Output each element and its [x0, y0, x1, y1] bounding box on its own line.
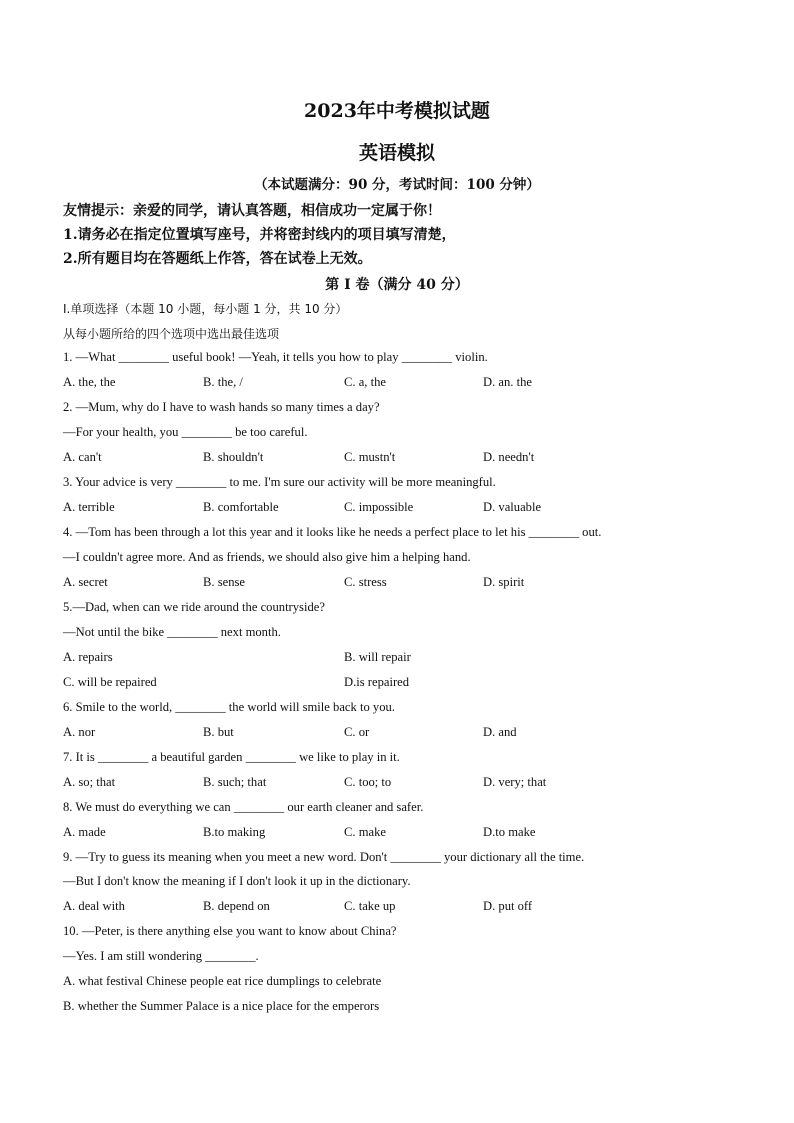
- question-3-text: 3. Your advice is very ________ to me. I'm sure our activity will be more meaningful.: [63, 475, 496, 489]
- q1-option-b: B. the, /: [203, 375, 243, 389]
- q3-option-d: D. valuable: [483, 500, 542, 514]
- part-instruction: 从每小题所给的四个选项中选出最佳选项: [63, 327, 280, 341]
- q1-option-a: A. the, the: [63, 375, 116, 389]
- question-4-text-2: —I couldn't agree more. And as friends, we should also give him a helping hand.: [63, 550, 471, 564]
- q4-option-b: B. sense: [203, 575, 245, 589]
- q8-option-b: B.to making: [203, 825, 266, 839]
- q2-option-a: A. can't: [63, 450, 102, 464]
- q5-option-b: B. will repair: [344, 650, 411, 664]
- tip-line-0: 友情提示：亲爱的同学，请认真答题，相信成功一定属于你！: [63, 203, 441, 219]
- q5-option-a: A. repairs: [63, 650, 113, 664]
- question-7-text: 7. It is ________ a beautiful garden ________ we like to play in it.: [63, 750, 400, 764]
- q10-option-b: B. whether the Summer Palace is a nice place for the emperors: [63, 999, 380, 1013]
- q2-option-c: C. mustn't: [344, 450, 396, 464]
- question-9-text: 9. —Try to guess its meaning when you meet a new word. Don't ________ your dictionary all the time.: [63, 850, 585, 864]
- q5-option-c: C. will be repaired: [63, 675, 157, 689]
- q4-option-a: A. secret: [63, 575, 108, 589]
- question-1-text: 1. —What ________ useful book! —Yeah, it tells you how to play ________ violin.: [63, 350, 488, 364]
- q7-option-b: B. such; that: [203, 775, 267, 789]
- q10-option-a: A. what festival Chinese people eat rice dumplings to celebrate: [63, 974, 382, 988]
- exam-title: 2023年中考模拟试题: [304, 100, 490, 122]
- q5-option-d: D.is repaired: [344, 675, 410, 689]
- question-6-text: 6. Smile to the world, ________ the world will smile back to you.: [63, 700, 395, 714]
- q8-option-a: A. made: [63, 825, 106, 839]
- q6-option-b: B. but: [203, 725, 234, 739]
- q4-option-d: D. spirit: [483, 575, 525, 589]
- q2-option-b: B. shouldn't: [203, 450, 264, 464]
- q7-option-d: D. very; that: [483, 775, 547, 789]
- q9-option-b: B. depend on: [203, 899, 270, 913]
- question-10-text: 10. —Peter, is there anything else you want to know about China?: [63, 924, 397, 938]
- q9-option-d: D. put off: [483, 899, 533, 913]
- question-5-text-2: —Not until the bike ________ next month.: [63, 625, 281, 639]
- q7-option-c: C. too; to: [344, 775, 392, 789]
- q3-option-c: C. impossible: [344, 500, 414, 514]
- question-5-text: 5.—Dad, when can we ride around the countryside?: [63, 600, 325, 614]
- q1-option-d: D. an. the: [483, 375, 532, 389]
- q7-option-a: A. so; that: [63, 775, 116, 789]
- q9-option-c: C. take up: [344, 899, 396, 913]
- q9-option-a: A. deal with: [63, 899, 125, 913]
- part-heading: Ⅰ.单项选择（本题 10 小题，每小题 1 分，共 10 分）: [63, 302, 348, 316]
- q3-option-a: A. terrible: [63, 500, 115, 514]
- question-2-text: 2. —Mum, why do I have to wash hands so many times a day?: [63, 400, 380, 414]
- q3-option-b: B. comfortable: [203, 500, 279, 514]
- q8-option-d: D.to make: [483, 825, 536, 839]
- q4-option-c: C. stress: [344, 575, 387, 589]
- question-8-text: 8. We must do everything we can ________ our earth cleaner and safer.: [63, 800, 424, 814]
- section-title: 第 Ⅰ 卷（满分 40 分）: [325, 277, 469, 293]
- q1-option-c: C. a, the: [344, 375, 386, 389]
- q6-option-d: D. and: [483, 725, 517, 739]
- q2-option-d: D. needn't: [483, 450, 535, 464]
- exam-subject: 英语模拟: [358, 142, 435, 164]
- question-2-text-2: —For your health, you ________ be too careful.: [63, 425, 308, 439]
- q8-option-c: C. make: [344, 825, 386, 839]
- question-10-text-2: —Yes. I am still wondering ________.: [63, 949, 259, 963]
- question-9-text-2: —But I don't know the meaning if I don't look it up in the dictionary.: [63, 874, 411, 888]
- q6-option-c: C. or: [344, 725, 370, 739]
- tip-line-1: 1.请务必在指定位置填写座号，并将密封线内的项目填写清楚，: [63, 227, 456, 243]
- exam-info: （本试题满分：90 分，考试时间：100 分钟）: [254, 177, 540, 193]
- tip-line-2: 2.所有题目均在答题纸上作答，答在试卷上无效。: [63, 251, 372, 267]
- q6-option-a: A. nor: [63, 725, 96, 739]
- question-4-text: 4. —Tom has been through a lot this year and it looks like he needs a perfect place to let his ________ out.: [63, 525, 602, 539]
